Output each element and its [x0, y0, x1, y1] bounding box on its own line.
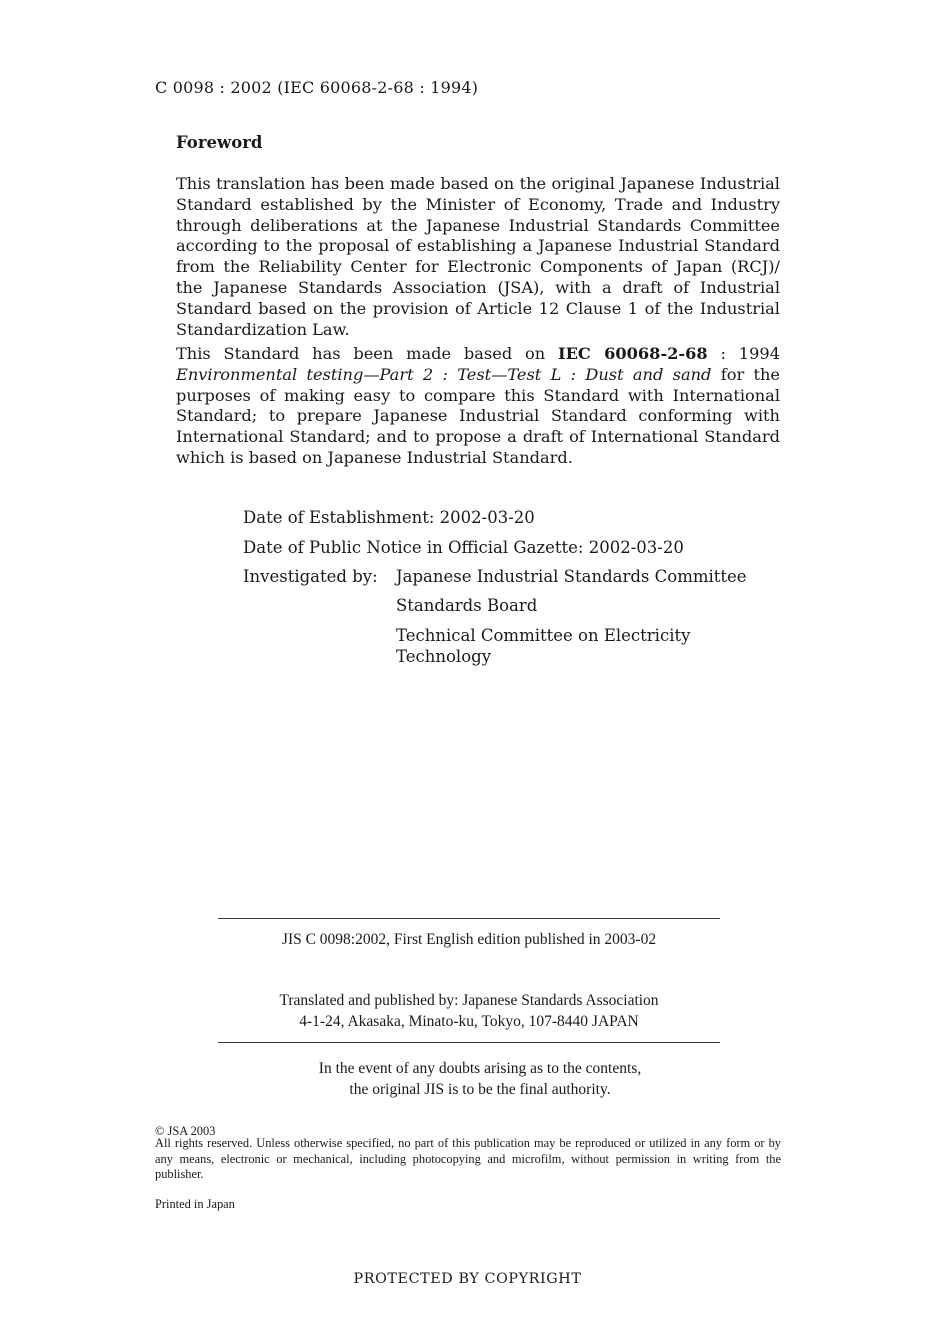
publisher-line-1: Translated and published by: Japanese Standards Association — [279, 992, 659, 1009]
foreword-heading: Foreword — [176, 133, 263, 152]
date-of-establishment: Date of Establishment: 2002-03-20 — [243, 508, 535, 527]
para2-prefix: This Standard has been made based on — [176, 344, 559, 363]
protected-by-copyright: PROTECTED BY COPYRIGHT — [353, 1271, 582, 1287]
foreword-paragraph-2 — [176, 344, 780, 469]
authority-line-1: In the event of any doubts arising as to the contents, — [318, 1060, 642, 1077]
foreword-paragraph-1: This translation has been made based on the original Japanese Industrial Standard established by the Minister of Economy, Trade and Industry through deliberations at the Japanese Industrial Standards Committee according to the proposal of establishing a Japanese Industrial Standard from the Reliability Center for Electronic Components of Japan (RCJ)/ the Japanese Standards Association (JSA), with a draft of Industrial Standard based on the provision of Article 12 Clause 1 of the Industrial Standardization Law. — [176, 174, 780, 339]
divider-top — [218, 918, 720, 919]
printed-in: Printed in Japan — [155, 1197, 235, 1211]
investigator-technical-committee: Technical Committee on Electricity Technology — [396, 626, 691, 666]
para2-standard-ref: IEC 60068-2-68 — [558, 344, 708, 363]
edition-line: JIS C 0098:2002, First English edition published in 2003-02 — [281, 931, 657, 948]
investigator-committee: Japanese Industrial Standards Committee — [396, 567, 747, 586]
publisher-address: 4-1-24, Akasaka, Minato-ku, Tokyo, 107-8440 JAPAN — [299, 1013, 639, 1030]
investigator-board: Standards Board — [396, 596, 538, 615]
authority-note — [230, 1058, 730, 1100]
para2-suffix: for the purposes of making easy to compare this Standard with International Standard; to prepare Japanese Industrial Standard conforming with International Standard; and to propose a draft of International Standard which is based on Japanese Industrial Standard. — [176, 364, 780, 467]
document-designation: C 0098 : 2002 (IEC 60068-2-68 : 1994) — [155, 78, 479, 97]
investigated-by-label: Investigated by: — [243, 567, 378, 586]
para2-title: Environmental testing—Part 2 : Test—Test L : Dust and sand — [176, 364, 712, 384]
publisher-block — [218, 990, 720, 1032]
date-of-public-notice: Date of Public Notice in Official Gazette: 2002-03-20 — [243, 538, 684, 557]
para2-year: : 1994 — [707, 344, 780, 363]
copyright-notice: © JSA 2003 — [155, 1124, 216, 1138]
authority-line-2: the original JIS is to be the final authority. — [349, 1081, 611, 1098]
rights-statement: All rights reserved. Unless otherwise specified, no part of this publication may be reproduced or utilized in any form or by any means, electronic or mechanical, including photocopying and microfilm, without permission in writing from the publisher. — [155, 1136, 781, 1181]
divider-bottom — [218, 1042, 720, 1043]
